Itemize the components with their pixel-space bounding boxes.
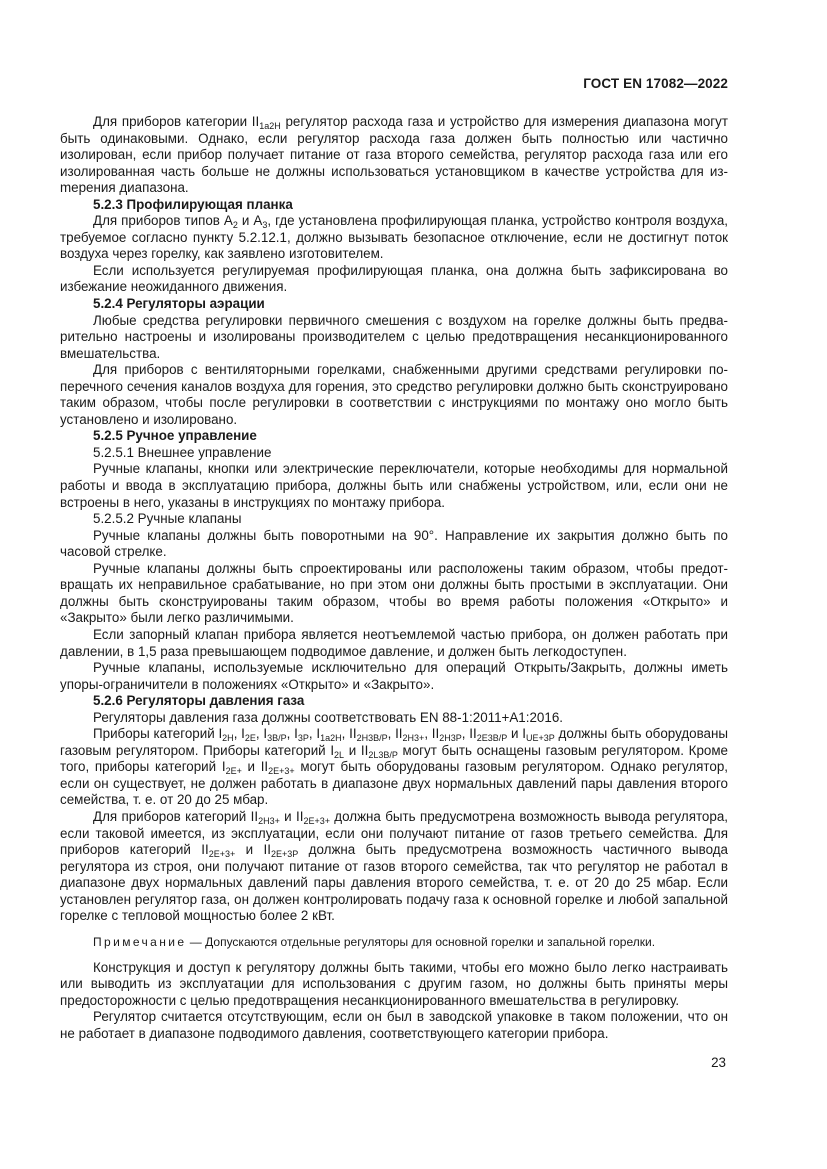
text-run: и А	[237, 213, 263, 229]
para-manual-valves-design	[60, 561, 728, 627]
text-run: Для приборов категории II	[93, 114, 260, 129]
text-run: и II	[235, 842, 271, 858]
text-run: и I	[507, 726, 526, 742]
subscript-index: 2E+	[225, 766, 242, 777]
subscript-index: 2E+3P	[270, 849, 299, 860]
text-run: Ручные клапаны, используемые исключительно для операций Открыть/Закрыть, должны иметь упоры-ограничители в положениях «Открыто» и «Закрыто».	[60, 660, 728, 692]
text-run: 5.2.5.2 Ручные клапаны	[93, 511, 242, 527]
subscript-index: 3	[262, 220, 268, 231]
text-run: должна быть предусмотрена возможность вывода регулятора, если таковой имеется, из эксплуатации, если они получают питание от газов третьего семейства. Для приборов категорий II	[60, 808, 728, 858]
text-run: могут быть оснащены газовым регулятором. Кроме того, приборы категорий I	[60, 742, 728, 775]
text-run: , II	[424, 726, 440, 742]
text-run: должна быть предусмотрена возможность частичного вывода регулятора из строя, они получают питание от газов второго семейства, так что регулятор не работал в диапазоне двух нормальных давлений пары давления второго семейства, т. е. от 20 до 25 мбар. Если установлен регулятор газа, он должен контролировать подачу газа к основной горелке и любой запальной горелке с тепловой мощностью более 2 кВт.	[60, 842, 728, 924]
text-run: регулятор расхода газа и устройство для измерения диапазона могут быть одинаковыми. Однако, если регулятор расхода газа должен быть полностью или частично изолирован, если прибор получает питание от газа второго семейства, регулятор расхода газа или его изолированная часть больше не должны использоваться установщиком в качестве устройства для изmерения диапазона.	[60, 114, 728, 196]
note-label: Примечание	[93, 934, 187, 949]
text-run: , I	[233, 726, 245, 742]
subscript-index: 1a2H	[259, 121, 281, 131]
text-run: Ручные клапаны должны быть поворотными на 90°. Направление их закрытия должно быть по часовой стрелке.	[60, 527, 728, 560]
text-run: — Допускаются отдельные регуляторы для основной горелки и запальной горелки.	[186, 934, 656, 949]
text-run: Для приборов типов А	[93, 213, 233, 229]
para-2h3-2e3-categories	[60, 809, 728, 925]
subscript-index: 2H3+	[258, 815, 280, 826]
text-run: Любые средства регулировки первичного смешения с воздухом на горелке должны быть предварительно настроены и изолированы производителем с целью предотвращения несанкционированного вмешательства.	[60, 312, 728, 361]
subheading-5-2-5-1	[60, 445, 728, 462]
subscript-index: 2H3B/P	[356, 733, 388, 744]
text-run: 5.2.5.1 Внешнее управление	[93, 444, 272, 460]
para-categories-regulator	[60, 726, 728, 809]
para-aeration-fan-burners	[60, 362, 728, 428]
subscript-index: 2E3B/P	[476, 733, 508, 744]
text-run: 5.2.4 Регуляторы аэрации	[93, 296, 265, 312]
subscript-index: 2L3B/P	[368, 749, 398, 760]
subscript-index: 3B/P	[267, 733, 287, 744]
para-regulator-absent	[60, 1009, 728, 1042]
heading-5-2-6	[60, 693, 728, 710]
subscript-index: 2	[232, 220, 238, 231]
subscript-index: 2E+3+	[303, 815, 330, 826]
standard-header: ГОСТ EN 17082—2022	[583, 76, 728, 91]
text-run: Если используется регулируемая профилирующая планка, она должна быть зафиксирована во избежание неожиданного движения.	[60, 262, 728, 295]
subscript-index: 2H3P	[439, 733, 462, 744]
text-run: должны быть оборудованы газовым регулятором. Приборы категорий I	[60, 726, 729, 758]
note-separate-regulators	[60, 935, 728, 950]
text-run: Регулятор считается отсутствующим, если он был в заводской упаковке в таком положении, что он не работает в диапазоне подводимого давления, соответствующего категории прибора.	[60, 1009, 728, 1041]
para-shutoff-valve	[60, 627, 728, 660]
text-run: Если запорный клапан прибора является неотъемлемой частью прибора, он должен работать при давлении, в 1,5 раза превышающем подводимое давление, и должен быть легкодоступен.	[60, 626, 728, 659]
text-run: , I	[255, 726, 268, 742]
subscript-index: 1a2H	[320, 733, 342, 744]
para-profile-plate-adjustable	[60, 263, 728, 296]
text-run: Ручные клапаны, кнопки или электрические переключатели, которые необходимы для нормальной работы и ввода в эксплуатацию прибора, должны быть или снабжены устройством, или, если они не встроены в него, указаны в инструкциях по монтажу прибора.	[60, 461, 728, 510]
subscript-index: 2E	[244, 733, 256, 744]
text-run: , I	[308, 726, 321, 742]
para-external-control	[60, 461, 728, 511]
subscript-index: 2E+3+	[268, 766, 295, 777]
subscript-index: 2L	[334, 749, 345, 760]
text-run: могут быть оборудованы газовым регулятором. Однако регулятор, если он существует, не должен работать в диапазоне двух нормальных давлений пары давления второго семейства, т. е. от 20 до 25 мбар.	[60, 759, 728, 808]
text-run: Ручные клапаны должны быть спроектированы или расположены таким образом, чтобы предотвращать их неправильное срабатывание, но при этом они должны быть простыми в эксплуатации. Они должны быть сконструированы таким образом, чтобы во время работы положения «Открыто» и «Закрыто» были легко различимыми.	[60, 560, 728, 626]
text-run: 5.2.3 Профилирующая планка	[93, 196, 293, 212]
subscript-index: 2H3+	[402, 733, 425, 744]
para-1a2h-regulator	[60, 114, 728, 197]
text-run: Для приборов с вентиляторными горелками, снабженными другими средствами регулировки поперечного сечения каналов воздуха для горения, это средство регулировки должно быть сконструировано таким образом, чтобы после регулировки в соответствии с инструкциями по монтажу оно могло быть установлено и изолировано.	[60, 362, 728, 427]
heading-5-2-3	[60, 197, 728, 214]
document-body	[60, 114, 728, 1043]
text-run: , I	[286, 726, 298, 742]
text-run: Регуляторы давления газа должны соответствовать EN 88-1:2011+A1:2016.	[93, 709, 563, 725]
text-run: Приборы категорий I	[93, 726, 223, 742]
subscript-index: 2H	[222, 733, 234, 744]
text-run: и II	[279, 808, 304, 824]
para-en88-compliance	[60, 710, 728, 727]
subscript-index: UE+3P	[525, 733, 555, 744]
text-run: , II	[461, 726, 477, 742]
text-run: Для приборов категорий II	[93, 808, 259, 824]
para-regulator-access	[60, 960, 728, 1010]
para-manual-valves-rotary	[60, 528, 728, 561]
page-number: 23	[711, 1055, 726, 1070]
text-run: и II	[344, 742, 369, 758]
text-run: , где установлена профилирующая планка, устройство контроля воздуха, требуемое согласно пункту 5.2.12.1, должно вызывать безопасное отключение, если не достигнут поток воздуха через горелку, как заявлено изготовителем.	[60, 213, 728, 262]
text-run: , II	[341, 726, 357, 742]
text-run: 5.2.6 Регуляторы давления газа	[93, 693, 305, 709]
subscript-index: 3P	[297, 733, 309, 744]
heading-5-2-5	[60, 428, 728, 445]
subheading-5-2-5-2	[60, 511, 728, 528]
para-open-close-stops	[60, 660, 728, 693]
text-run: 5.2.5 Ручное управление	[93, 428, 257, 444]
text-run: , II	[387, 726, 403, 742]
heading-5-2-4	[60, 296, 728, 313]
text-run: Конструкция и доступ к регулятору должны быть такими, чтобы его можно было легко настраивать или выводить из эксплуатации для использования с другим газом, но должны быть приняты меры предосторожности с целью предотвращения несанкционированного вмешательства в регулировку.	[60, 959, 728, 1008]
text-run: и II	[241, 759, 269, 775]
para-profile-plate-a2-a3	[60, 213, 728, 263]
para-aeration-preset	[60, 313, 728, 363]
subscript-index: 2E+3+	[208, 849, 236, 860]
